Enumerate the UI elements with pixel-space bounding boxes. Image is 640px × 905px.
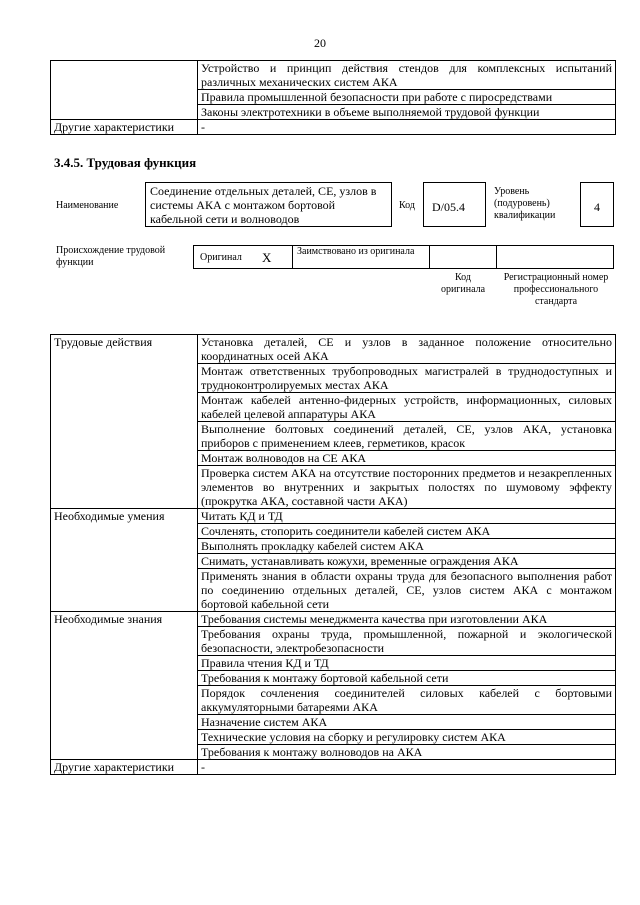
code-label: Код [399,200,415,211]
origin-label: Происхождение трудовой функции [56,245,166,268]
other-characteristics-value: - [198,120,616,135]
knowledge-item: Правила чтения КД и ТД [198,656,616,671]
code-origin-caption: Код оригинала [440,272,486,295]
code-value: D/05.4 [423,182,486,227]
action-item: Проверка систем АКА на отсутствие посторонних предметов и незакрепленных элементов во внутренних и закрытых полостях по шумовому эффекту (прокрутка АКА, составной части АКА) [198,466,616,509]
level-value: 4 [580,182,614,227]
knowledge-item: Требования системы менеджмента качества при изготовлении АКА [198,612,616,627]
knowledge-item: Требования к монтажу волноводов на АКА [198,745,616,760]
page-number: 20 [314,36,326,50]
reg-number-caption: Регистрационный номер профессионального стандарта [503,272,609,307]
knowledge-item: Назначение систем АКА [198,715,616,730]
level-label: Уровень (подуровень) квалификации [494,186,556,221]
action-item: Монтаж ответственных трубопроводных магистралей в труднодоступных и трудноконтролируемых местах АКА [198,364,616,393]
continuation-table [50,60,616,135]
other-characteristics-label: Другие характеристики [51,760,198,775]
knowledge-item: Технические условия на сборку и регулировку систем АКА [198,730,616,745]
code-origin-cell [429,245,497,269]
skill-item: Сочленять, стопорить соединители кабелей систем АКА [198,524,616,539]
knowledge-label: Необходимые знания [51,612,198,760]
original-label: Оригинал [200,252,242,263]
other-characteristics-value: - [198,760,616,775]
knowledge-item: Устройство и принцип действия стендов для комплексных испытаний различных механических систем АКА [198,61,616,90]
labor-function-table [50,334,616,775]
knowledge-item: Правила промышленной безопасности при работе с пиросредствами [198,90,616,105]
section-title: 3.4.5. Трудовая функция [54,155,197,170]
actions-label: Трудовые действия [51,335,198,509]
skill-item: Применять знания в области охраны труда для безопасного выполнения работ по соединению отдельных деталей, СЕ, узлов систем АКА с монтажом бортовой кабельной сети [198,569,616,612]
knowledge-item: Законы электротехники в объеме выполняемой трудовой функции [198,105,616,120]
action-item: Выполнение болтовых соединений деталей, СЕ, узлов АКА, установка приборов с применением клеев, герметиков, красок [198,422,616,451]
knowledge-item: Требования охраны труда, промышленной, пожарной и экологической безопасности, электробезопасности [198,627,616,656]
reg-number-cell [496,245,614,269]
name-value: Соединение отдельных деталей, СЕ, узлов в системы АКА с монтажом бортовой кабельной сети и волноводов [145,182,392,227]
name-label: Наименование [56,200,119,211]
skill-item: Снимать, устанавливать кожухи, временные ограждения АКА [198,554,616,569]
knowledge-item: Требования к монтажу бортовой кабельной сети [198,671,616,686]
original-mark: X [262,250,272,265]
original-cell [193,245,293,269]
knowledge-item: Порядок сочленения соединителей силовых кабелей с бортовыми аккумуляторными батареями АКА [198,686,616,715]
action-item: Монтаж волноводов на СЕ АКА [198,451,616,466]
borrowed-label: Заимствовано из оригинала [292,245,430,269]
action-item: Монтаж кабелей антенно-фидерных устройств, информационных, силовых кабелей целевой аппаратуры АКА [198,393,616,422]
action-item: Установка деталей, СЕ и узлов в заданное положение относительно координатных осей АКА [198,335,616,364]
other-characteristics-label: Другие характеристики [51,120,198,135]
skills-label: Необходимые умения [51,509,198,612]
empty-label-cell [51,61,198,120]
skill-item: Читать КД и ТД [198,509,616,524]
skill-item: Выполнять прокладку кабелей систем АКА [198,539,616,554]
